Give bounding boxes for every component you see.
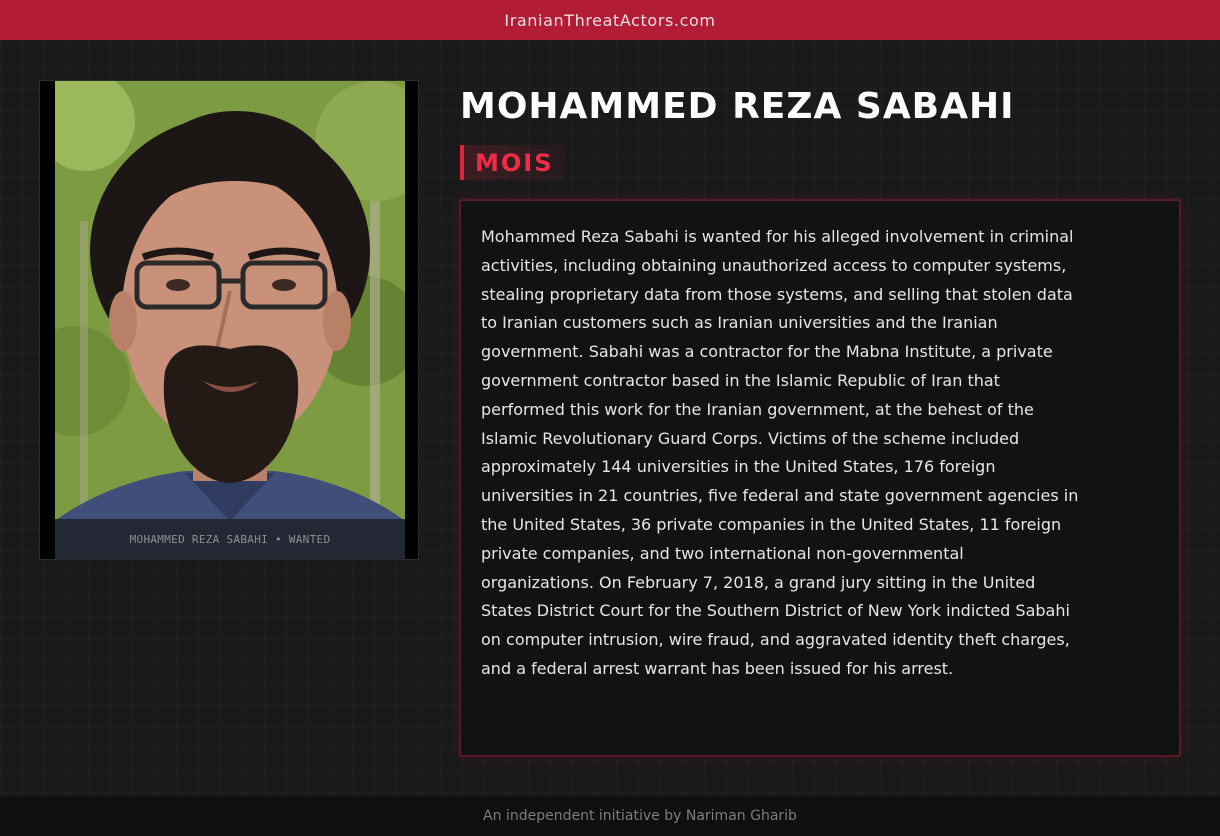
profile-photo xyxy=(55,81,405,560)
bio-panel xyxy=(459,199,1181,757)
bio-text: Mohammed Reza Sabahi is wanted for his alleged involvement in criminal activities, including obtaining unauthorized access to computer systems, stealing proprietary data from those systems, and selling that stolen data to Iranian customers such as Iranian universities and the Iranian government. Sabahi was a contractor for the Mabna Institute, a private government contractor based in the Islamic Republic of Iran that performed this work for the Iranian government, at the behest of the Islamic Revolutionary Guard Corps. Victims of the scheme included approximately 144 universities in the United States, 176 foreign universities in 21 countries, five federal and state government agencies in the United States, 36 private companies in the United States, 11 foreign private companies, and two international non-governmental organizations. On February 7, 2018, a grand jury sitting in the United States District Court for the Southern District of New York indicted Sabahi on computer intrusion, wire fraud, and aggravated identity theft charges, and a federal arrest warrant has been issued for his arrest. xyxy=(481,227,1079,678)
profile-name: MOHAMMED REZA SABAHI xyxy=(460,86,1015,127)
site-name-link[interactable]: IranianThreatActors.com xyxy=(504,10,716,30)
site-header xyxy=(0,0,1220,40)
profile-photo-frame xyxy=(39,80,419,560)
site-footer xyxy=(0,796,1220,836)
footer-credit: An independent initiative by Nariman Gharib xyxy=(483,808,797,824)
photo-caption: MOHAMMED REZA SABAHI • WANTED xyxy=(55,519,405,559)
affiliation-badge: MOIS xyxy=(460,145,566,180)
